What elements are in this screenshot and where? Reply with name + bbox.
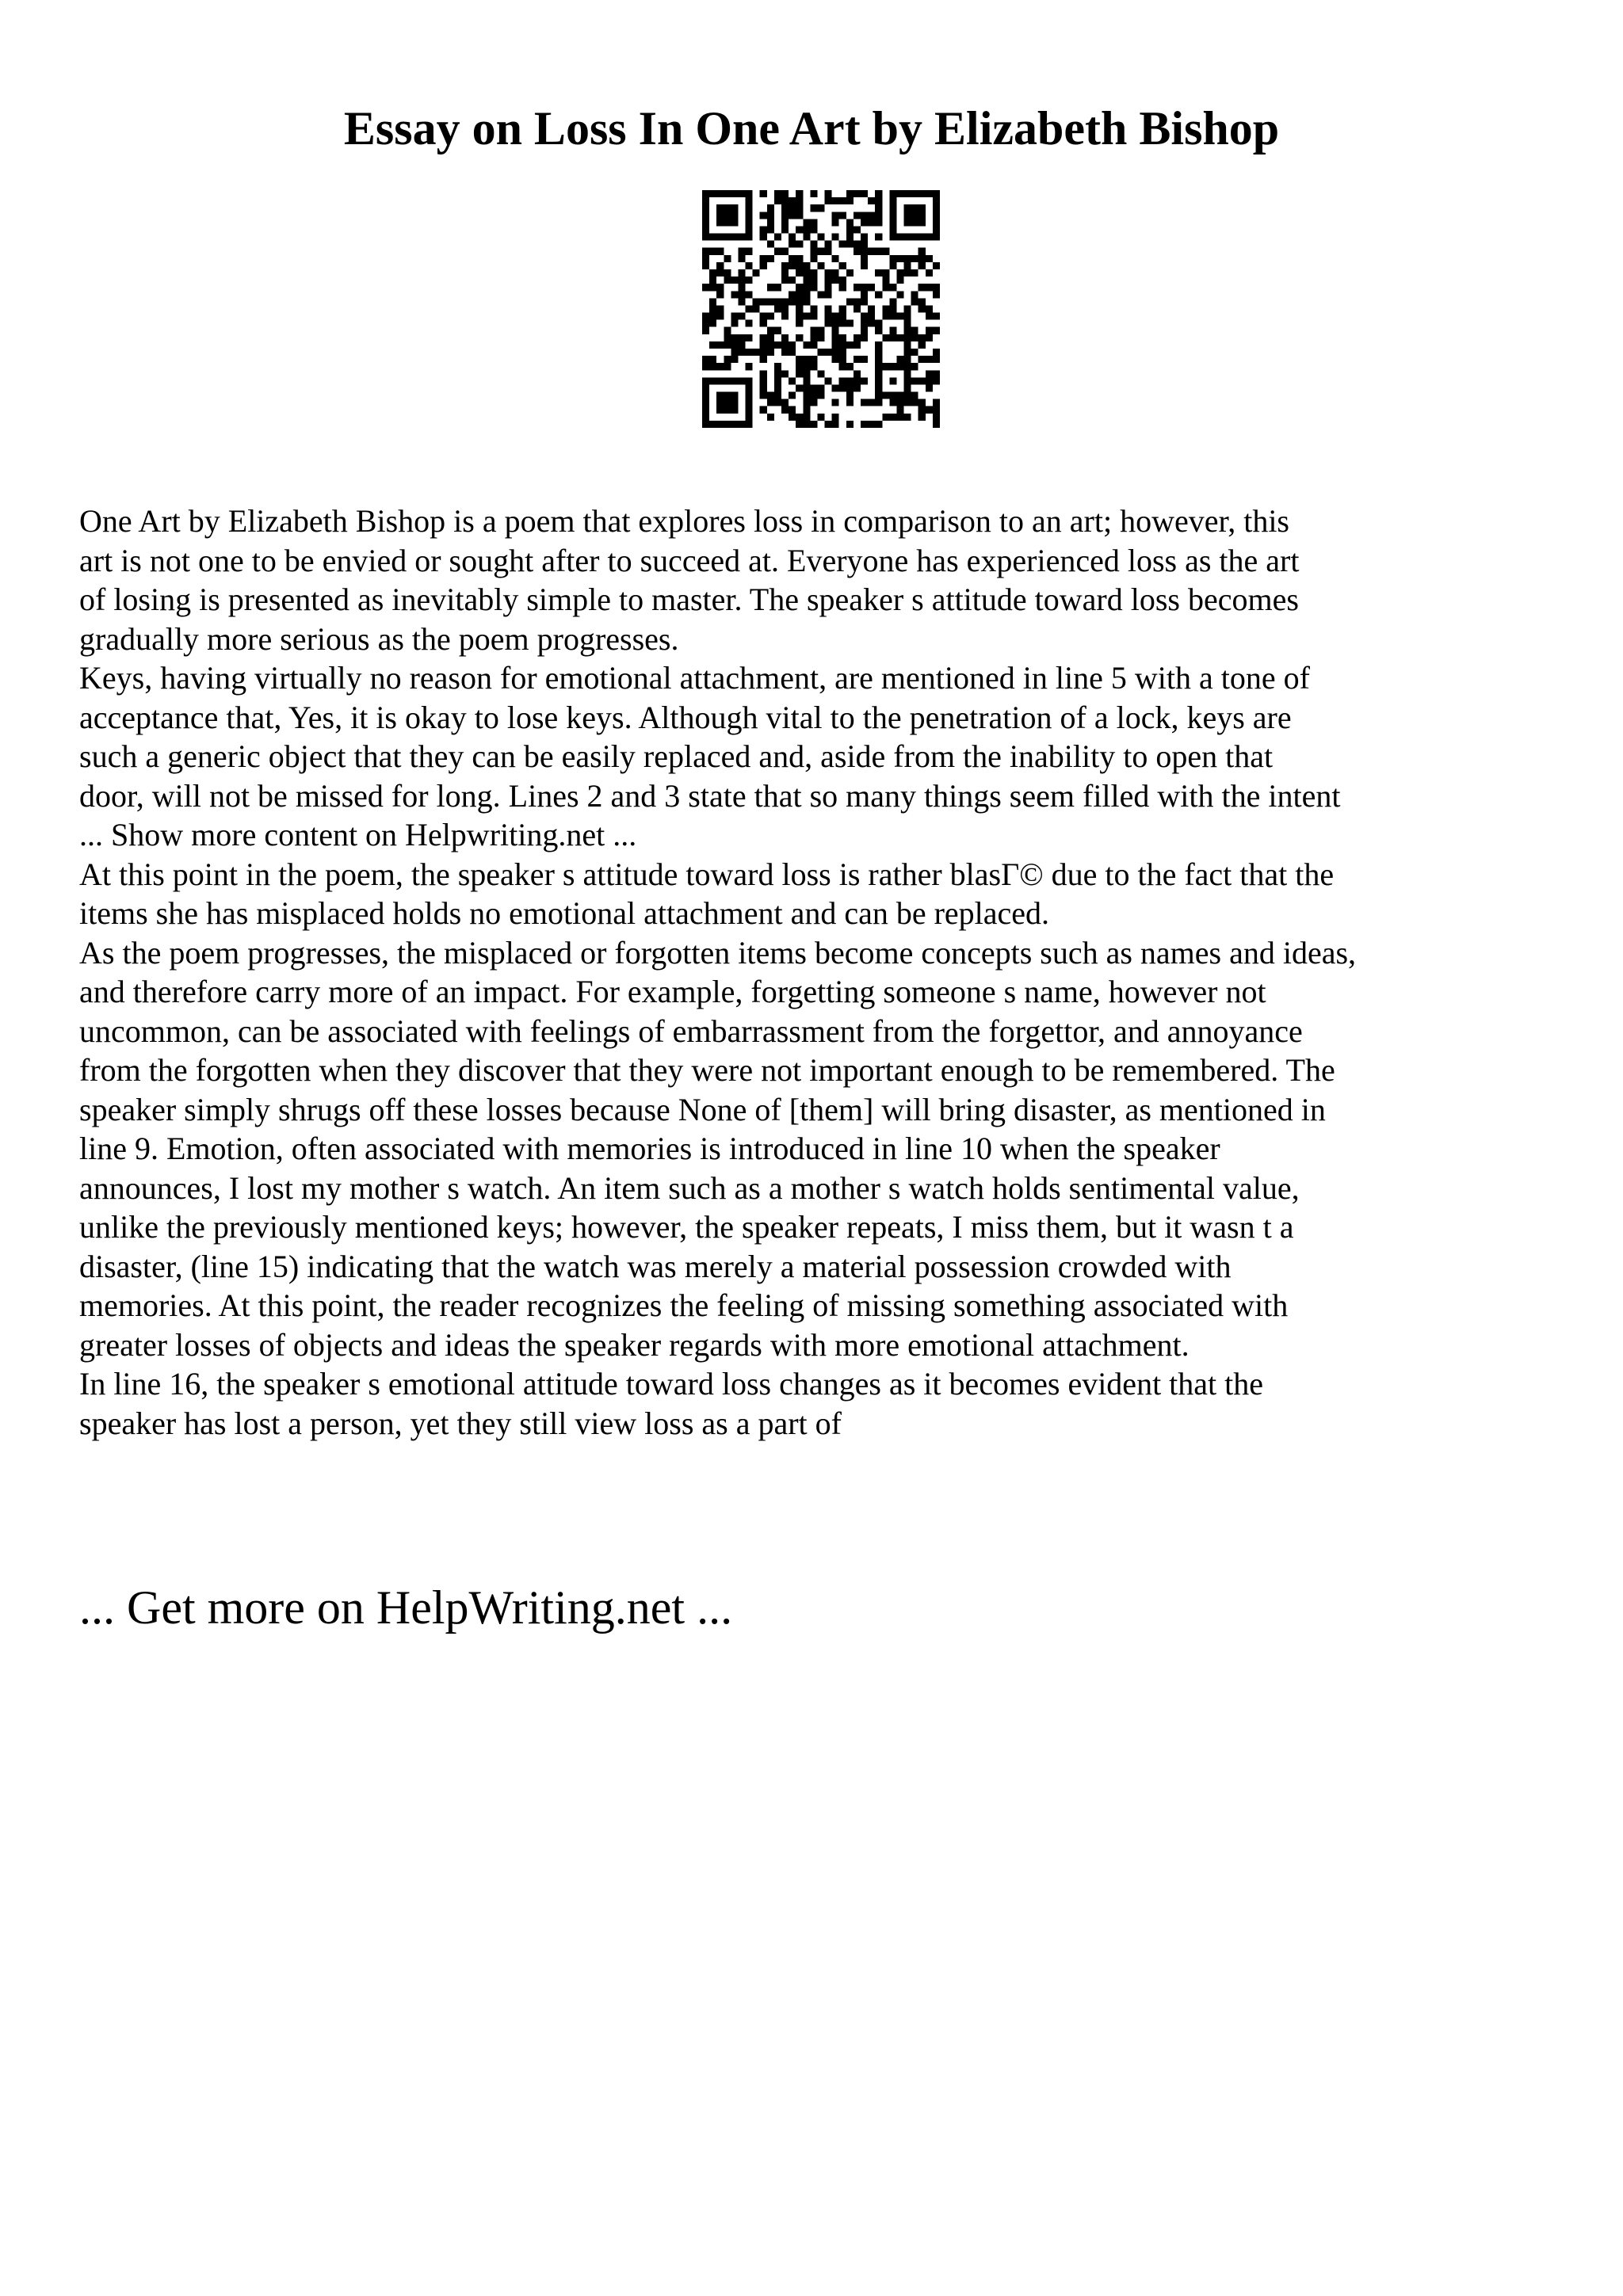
essay-body [79, 502, 1585, 1443]
essay-paragraph: As the poem progresses, the misplaced or forgotten items become concepts such as names and ideas, and therefore carry more of an impact. For example, forgetting someone s name, however not uncommon, can be associated with feelings of embarrassment from the forgettor, and annoyance from the forgotten when they discover that they were not important enough to be remembered. The speaker simply shrugs off these losses because None of [them] will bring disaster, as mentioned in line 9. Emotion, often associated with memories is introduced in line 10 when the speaker announces, I lost my mother s watch. An item such as a mother s watch holds sentimental value, unlike the previously mentioned keys; however, the speaker repeats, I miss them, but it wasn t a disaster, (line 15) indicating that the watch was merely a material possession crowded with memories. At this point, the reader recognizes the feeling of missing something associated with greater losses of objects and ideas the speaker regards with more emotional attachment. [79, 934, 1357, 1363]
get-more-link[interactable]: ... Get more on HelpWriting.net ... [79, 1581, 733, 1634]
show-more-link[interactable]: ... Show more content on Helpwriting.net ... [79, 817, 637, 852]
page-title: Essay on Loss In One Art by Elizabeth Bishop [343, 102, 1280, 154]
qr-code-icon[interactable] [702, 190, 940, 428]
essay-paragraph: At this point in the poem, the speaker s attitude toward loss is rather blasГ© due to the fact that the items she has misplaced holds no emotional attachment and can be replaced. [79, 856, 1335, 931]
essay-paragraph: One Art by Elizabeth Bishop is a poem that explores loss in comparison to an art; however, this art is not one to be envied or sought after to succeed at. Everyone has experienced loss as the art of losing is presented as inevitably simple to master. The speaker s attitude toward loss becomes gradually more serious as the poem progresses. [79, 503, 1300, 657]
essay-paragraph: Keys, having virtually no reason for emotional attachment, are mentioned in line 5 with a tone of acceptance that, Yes, it is okay to lose keys. Although vital to the penetration of a lock, keys are such a generic object that they can be easily replaced and, aside from the inability to open that door, will not be missed for long. Lines 2 and 3 state that so many things seem filled with the intent [79, 660, 1341, 814]
essay-paragraph: In line 16, the speaker s emotional attitude toward loss changes as it becomes evident that the speaker has lost a person, yet they still view loss as a part of [79, 1366, 1264, 1441]
